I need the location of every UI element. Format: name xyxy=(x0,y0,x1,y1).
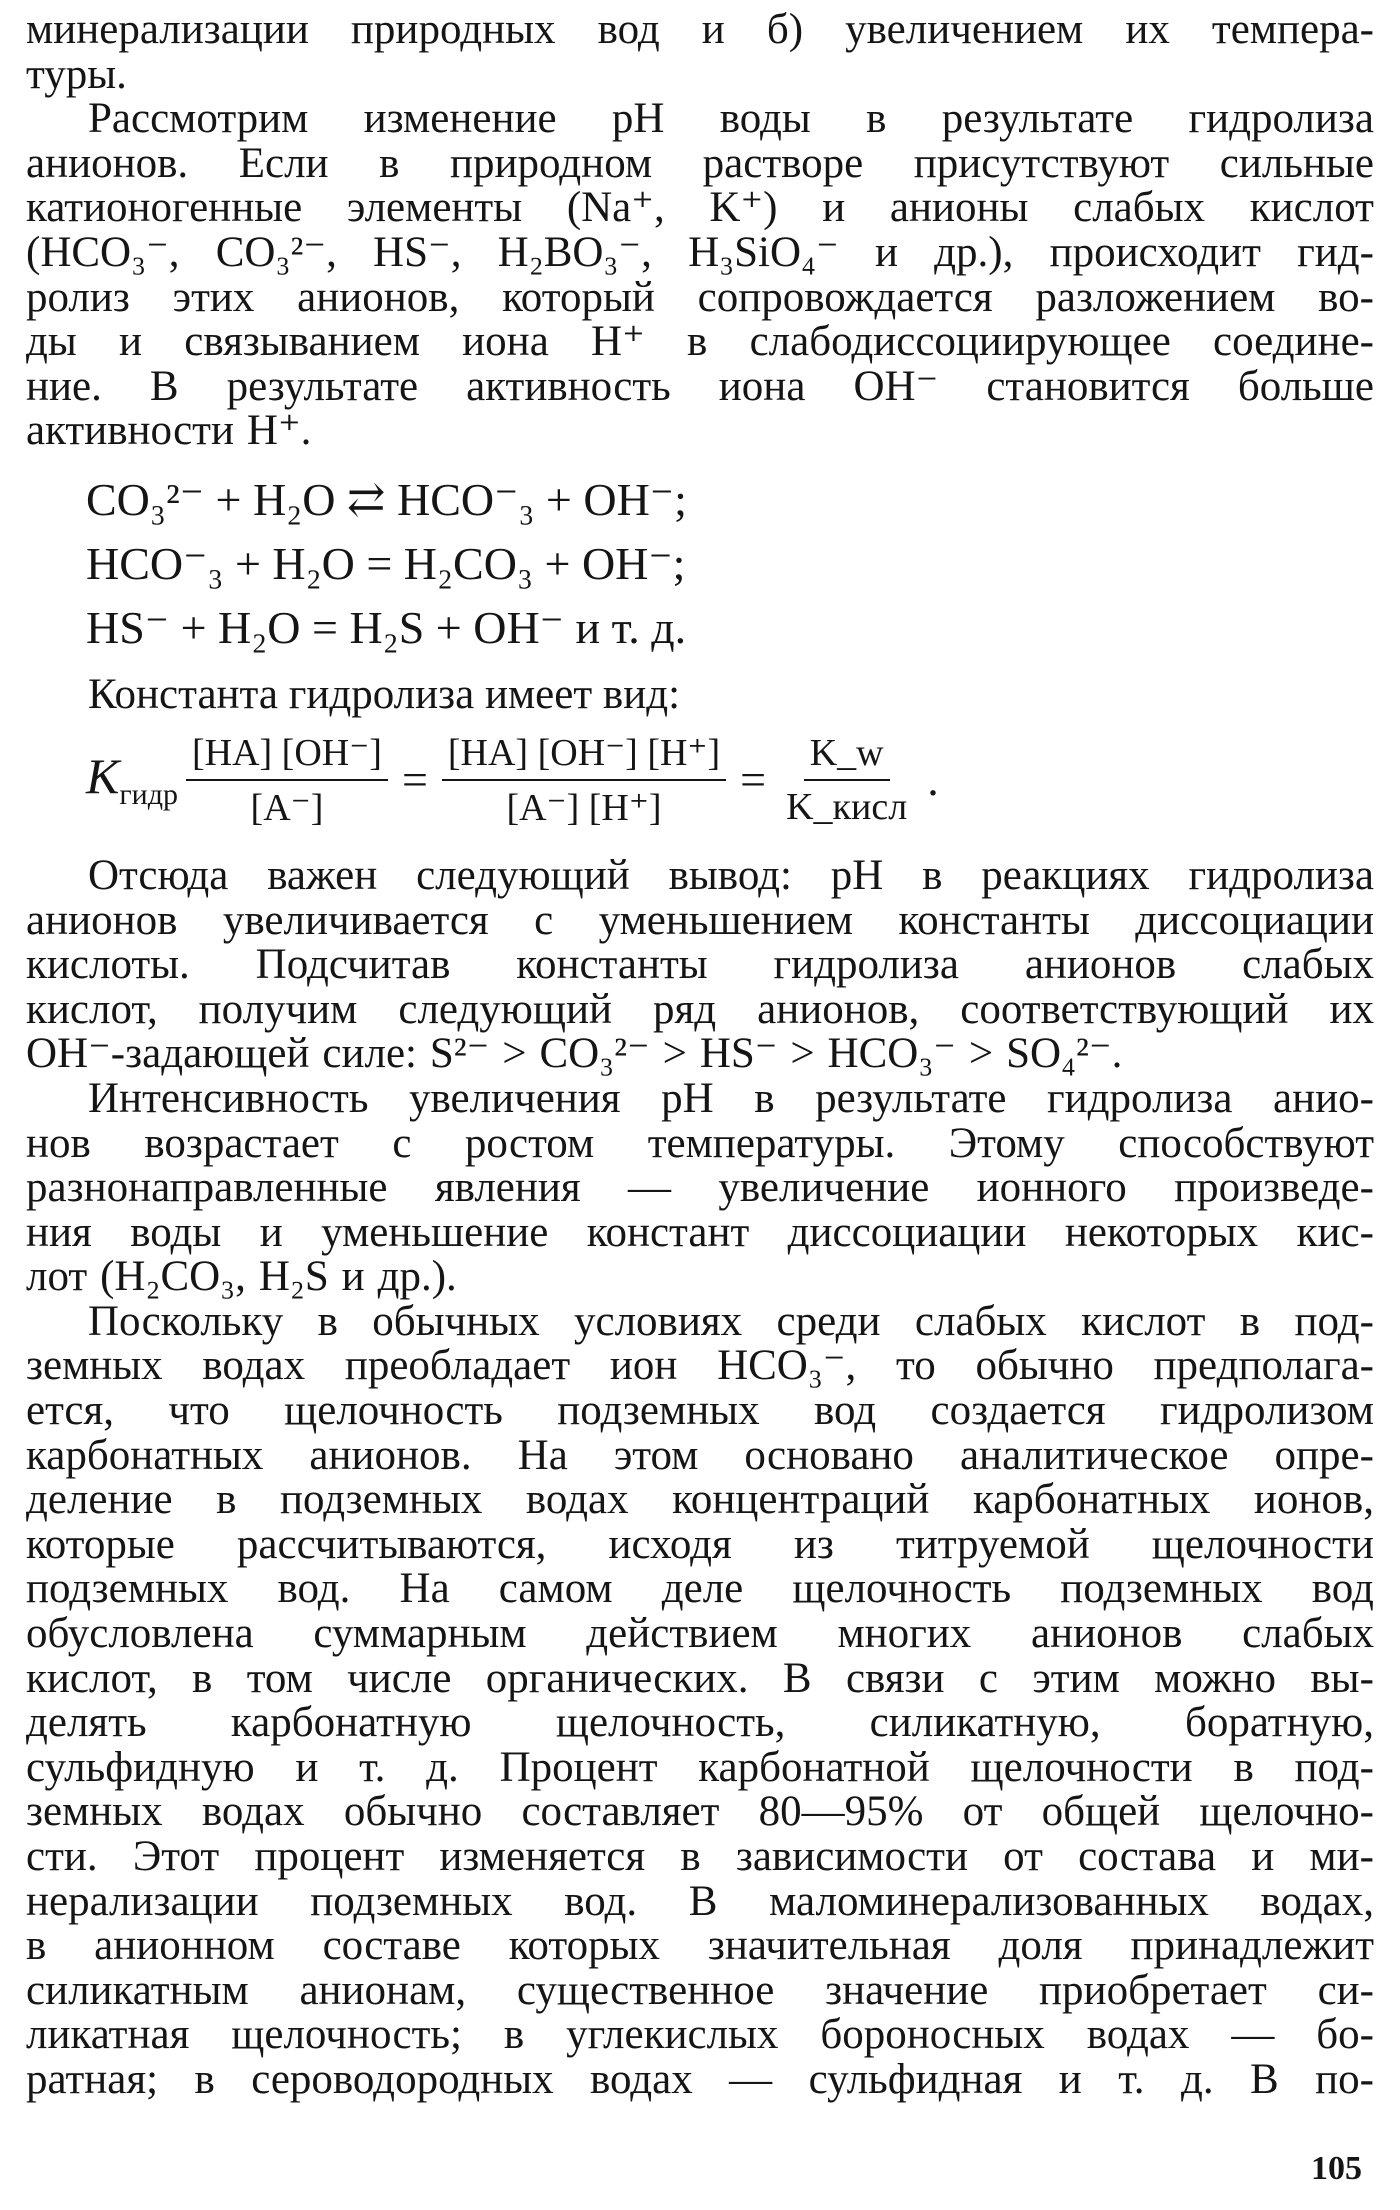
paragraph-4 xyxy=(26,1074,1374,1301)
formula-period: . xyxy=(927,754,939,806)
text-line: нов возрастает с ростом температуры. Этому способствуют xyxy=(26,1119,1374,1167)
equals-sign: = xyxy=(740,754,767,806)
fraction-2-denominator: [A⁻] [H⁺] xyxy=(506,786,662,829)
fraction-1-numerator: [HA] [OH⁻] xyxy=(186,730,388,781)
equation-2: HCO⁻₃ + H₂O = H₂CO₃ + OH⁻; xyxy=(86,537,686,589)
text-line: земных водах обычно составляет 80—95% от общей щелочно- xyxy=(26,1788,1374,1836)
text-line: делять карбонатную щелочность, силикатную, боратную, xyxy=(26,1699,1374,1747)
text-line: подземных вод. На самом деле щелочность подземных вод xyxy=(26,1565,1374,1613)
text-line: ды и связыванием иона H⁺ в слабодиссоциирующее соедине- xyxy=(26,318,1374,366)
fraction-3-denominator: K_кисл xyxy=(786,785,908,828)
fraction-3 xyxy=(780,731,913,829)
text-line: Отсюда важен следующий вывод: pH в реакциях гидролиза xyxy=(88,851,1374,899)
text-line: в анионном составе которых значительная доля принадлежит xyxy=(26,1922,1374,1970)
text-line: кислот, в том числе органических. В связи с этим можно вы- xyxy=(26,1654,1374,1702)
text-line: деление в подземных водах концентраций карбонатных ионов, xyxy=(26,1476,1374,1524)
text-line: ется, что щелочность подземных вод создается гидролизом xyxy=(26,1387,1374,1435)
fraction-2-numerator: [HA] [OH⁻] [H⁺] xyxy=(442,730,726,781)
text-line: сти. Этот процент изменяется в зависимости от состава и ми- xyxy=(26,1833,1374,1880)
k-subscript: гидр xyxy=(119,778,178,812)
equation-1: CO₃²⁻ + H₂O ⇄ HCO⁻₃ + OH⁻; xyxy=(86,473,687,525)
k-symbol xyxy=(86,747,178,812)
text-line: кислот, получим следующий ряд анионов, соответствующий их xyxy=(26,985,1374,1033)
fraction-2 xyxy=(442,730,726,830)
text-line: Рассмотрим изменение pH воды в результате гидролиза xyxy=(88,95,1374,143)
text-line: разнонаправленные явления — увеличение ионного произведе- xyxy=(26,1164,1374,1212)
text-line: ролиз этих анионов, который сопровождается разложением во- xyxy=(26,273,1374,321)
text-line: активности H⁺. xyxy=(26,407,312,455)
text-line: Поскольку в обычных условиях среди слабых кислот в под- xyxy=(88,1297,1374,1345)
paragraph-5 xyxy=(26,1297,1374,2103)
text-line: нерализации подземных вод. В маломинерализованных водах, xyxy=(26,1877,1374,1925)
text-line: кислоты. Подсчитав константы гидролиза анионов слабых xyxy=(26,941,1374,989)
paragraph-1 xyxy=(26,8,1374,97)
equations-block xyxy=(26,468,1374,660)
hydrolysis-constant-formula xyxy=(26,720,1374,840)
text-line: которые рассчитываются, исходя из титруемой щелочности xyxy=(26,1520,1374,1568)
text-line: ния воды и уменьшение констант диссоциации некоторых кис- xyxy=(26,1208,1374,1256)
k-letter: K xyxy=(86,748,120,805)
text-line: силикатным анионам, существенное значение приобретает си- xyxy=(26,1966,1374,2014)
page-content xyxy=(26,8,1374,2103)
page-number: 105 xyxy=(1311,2150,1362,2187)
text-line: (HCO₃⁻, CO₃²⁻, HS⁻, H₂BO₃⁻, H₃SiO₄⁻ и др.), происходит гид- xyxy=(26,228,1374,276)
fraction-3-numerator: K_w xyxy=(804,731,890,781)
paragraph-3 xyxy=(26,851,1374,1078)
text-line: лот (H₂CO₃, H₂S и др.). xyxy=(26,1253,457,1301)
paragraph-2 xyxy=(26,97,1374,454)
fraction-1 xyxy=(186,730,388,830)
text-line: земных водах преобладает ион HCO₃⁻, то обычно предполага- xyxy=(26,1342,1374,1390)
text-line: карбонатных анионов. На этом основано аналитическое опре- xyxy=(26,1431,1374,1479)
equation-3: HS⁻ + H₂O = H₂S + OH⁻ и т. д. xyxy=(86,601,687,653)
fraction-1-denominator: [A⁻] xyxy=(250,786,324,829)
text-line: анионов увеличивается с уменьшением константы диссоциации xyxy=(26,896,1374,944)
text-line: анионов. Если в природном растворе присутствуют сильные xyxy=(26,139,1374,187)
text-line: OH⁻-задающей силе: S²⁻ > CO₃²⁻ > HS⁻ > HCO₃⁻ > SO₄²⁻. xyxy=(26,1030,1123,1078)
text-line: ние. В результате активность иона OH⁻ становится больше xyxy=(26,362,1374,410)
text-line: катионогенные элементы (Na⁺, K⁺) и анионы слабых кислот xyxy=(26,184,1374,232)
text-line: ликатная щелочность; в углекислых бороносных водах — бо- xyxy=(26,2011,1374,2059)
text-line: Интенсивность увеличения pH в результате гидролиза анио- xyxy=(88,1074,1374,1122)
text-line: сульфидную и т. д. Процент карбонатной щелочности в под- xyxy=(26,1743,1374,1791)
formula-intro: Константа гидролиза имеет вид: xyxy=(88,670,681,718)
text-line: обусловлена суммарным действием многих анионов слабых xyxy=(26,1610,1374,1658)
text-line: туры. xyxy=(26,50,127,98)
text-line: ратная; в сероводородных водах — сульфидная и т. д. В по- xyxy=(26,2055,1374,2103)
equals-sign: = xyxy=(401,754,428,806)
text-line: минерализации природных вод и б) увеличением их темпера- xyxy=(26,6,1374,53)
